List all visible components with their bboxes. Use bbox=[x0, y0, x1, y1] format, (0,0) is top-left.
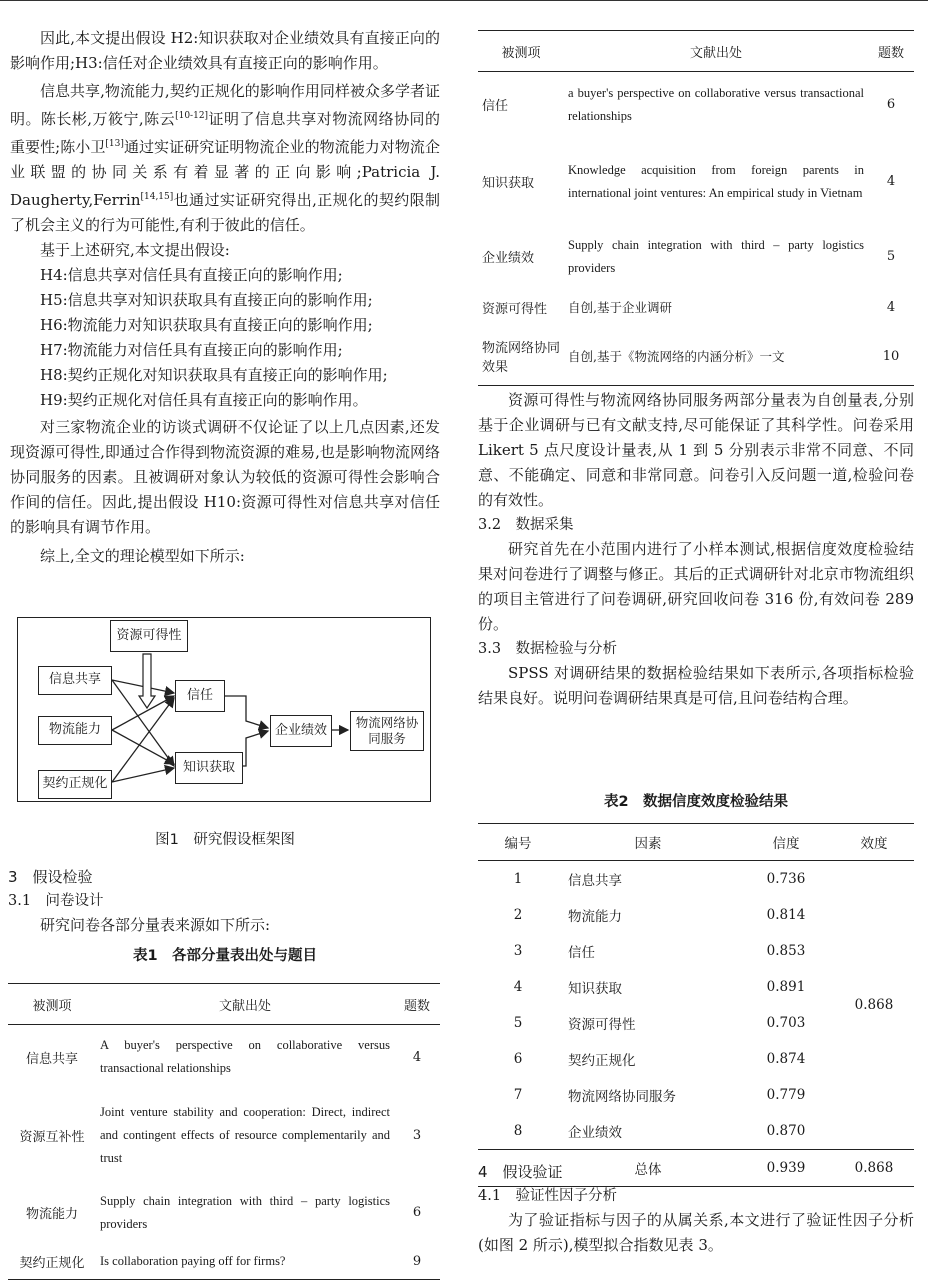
table-cell: 信息共享 bbox=[568, 873, 622, 889]
section4 bbox=[478, 1160, 914, 1258]
table-cell: 0.870 bbox=[766, 1123, 806, 1139]
table-header-row bbox=[478, 31, 914, 72]
hypothesis: H8:契约正规化对知识获取具有直接正向的影响作用; bbox=[40, 366, 388, 384]
citation: [10-12] bbox=[175, 111, 209, 121]
table-cell: 4 bbox=[886, 174, 896, 189]
contract-formalization-box: 契约正规化 bbox=[38, 770, 112, 799]
table-cell: 3 bbox=[412, 1128, 422, 1143]
table-cell: 企业绩效 bbox=[482, 251, 535, 266]
table-cell: 物流能力 bbox=[568, 909, 622, 925]
table-cell: a buyer's perspective on collaborative versus transactional relationships bbox=[568, 85, 864, 123]
column-header: 文献出处 bbox=[218, 998, 271, 1014]
table-cell: 8 bbox=[513, 1123, 523, 1139]
paragraph: 基于上述研究,本文提出假设: bbox=[40, 241, 230, 259]
left-column bbox=[10, 26, 440, 569]
paragraph: 综上,全文的理论模型如下所示: bbox=[40, 547, 245, 565]
table-cell: 2 bbox=[513, 907, 523, 923]
paragraph: 资源可得性与物流网络协同服务两部分量表为自创量表,分别基于企业调研与已有文献支持,尽可能保证了其科学性。问卷采用 Likert 5 点尺度设计量表,从 1 到 5 分别表示非常不同意、不同意、不能确定、同意和非常同意。问卷引入反问题一道,检验问卷的有效性。 bbox=[478, 391, 914, 509]
table-row bbox=[8, 1025, 440, 1090]
table-cell: Knowledge acquisition from foreign parents in international joint ventures: An empirical study in Vietnam bbox=[568, 162, 864, 200]
column-header: 编号 bbox=[504, 836, 532, 852]
table-cell: Is collaboration paying off for firms? bbox=[100, 1253, 286, 1268]
table-cell: 5 bbox=[513, 1015, 523, 1031]
table-row bbox=[478, 288, 914, 328]
table-caption: 表2 数据信度效度检验结果 bbox=[603, 794, 789, 810]
column-header: 题数 bbox=[403, 998, 430, 1014]
table-cell: 自创,基于《物流网络的内涵分析》一文 bbox=[568, 348, 785, 364]
column-header: 被测项 bbox=[32, 998, 72, 1014]
table-cell: 0.736 bbox=[766, 871, 806, 887]
paragraph: 因此,本文提出假设 H2:知识获取对企业绩效具有直接正向的影响作用;H3:信任对企业绩效具有直接正向的影响作用。 bbox=[10, 29, 440, 72]
hypothesis: H9:契约正规化对信任具有直接正向的影响作用。 bbox=[40, 391, 368, 409]
validity-cell: 0.868 bbox=[854, 997, 894, 1013]
paragraph: 信息共享,物流能力,契约正规化的影响作用同样被众多学者证明。陈长彬,万筱宁,陈云[10-12]证明了信息共享对物流网络协同的重要性;陈小卫[13]通过实证研究证明物流企业的物流能力对物流企业联盟的协同关系有着显著的正向影响;Patricia J. Daugherty,Ferrin[14,15]也通过实证研究得出,正规化的契约限制了机会主义的行为可能性,有利于彼此的信任。 bbox=[10, 82, 440, 234]
hypothesis: H7:物流能力对信任具有直接正向的影响作用; bbox=[40, 341, 343, 359]
figure-caption: 图1 研究假设框架图 bbox=[155, 832, 295, 848]
table-cell: 0.814 bbox=[766, 907, 806, 923]
table-cell: 5 bbox=[886, 249, 896, 264]
header-rule bbox=[0, 0, 928, 1]
table-cell: 0.891 bbox=[766, 979, 806, 995]
column-header: 因素 bbox=[634, 836, 662, 852]
table1-part2 bbox=[478, 30, 914, 386]
table-cell: 资源互补性 bbox=[19, 1130, 85, 1145]
subsection-heading: 3.1 问卷设计 bbox=[8, 893, 104, 909]
table-cell: 信息共享 bbox=[25, 1051, 78, 1067]
table-cell: 4 bbox=[513, 979, 523, 995]
table-cell: 企业绩效 bbox=[568, 1125, 622, 1141]
section-heading: 4 假设验证 bbox=[478, 1163, 563, 1181]
table-row bbox=[478, 138, 914, 226]
paragraph: SPSS 对调研结果的数据检验结果如下表所示,各项指标检验结果良好。说明问卷调研结果真是可信,且问卷结构合理。 bbox=[478, 664, 914, 707]
column-header: 被测项 bbox=[501, 45, 541, 61]
column-header: 文献出处 bbox=[689, 45, 742, 61]
table-cell: 物流能力 bbox=[25, 1207, 78, 1222]
scale-source-table bbox=[8, 983, 440, 1280]
table-cell: 0.779 bbox=[766, 1087, 806, 1103]
table-cell: 10 bbox=[882, 348, 900, 364]
citation: [14,15] bbox=[140, 192, 174, 202]
table-cell: 0.939 bbox=[738, 1150, 834, 1187]
table-cell: 1 bbox=[513, 871, 523, 887]
hypothesis: H6:物流能力对知识获取具有直接正向的影响作用; bbox=[40, 316, 373, 334]
table-cell: 7 bbox=[513, 1087, 523, 1103]
logistics-capability-box: 物流能力 bbox=[38, 716, 112, 745]
reliability-validity-table bbox=[478, 823, 914, 1187]
column-header: 效度 bbox=[860, 836, 888, 852]
table-cell: 知识获取 bbox=[568, 981, 622, 997]
table-row bbox=[478, 861, 914, 898]
hypothesis: H5:信息共享对知识获取具有直接正向的影响作用; bbox=[40, 291, 373, 309]
table-row bbox=[478, 328, 914, 386]
table-row bbox=[478, 72, 914, 138]
paragraph: 研究问卷各部分量表来源如下所示: bbox=[40, 916, 271, 934]
table-cell: 6 bbox=[412, 1205, 422, 1220]
table-cell: A buyer's perspective on collaborative versus transactional relationships bbox=[100, 1038, 390, 1076]
subsection-heading: 4.1 验证性因子分析 bbox=[478, 1188, 618, 1204]
column-header: 信度 bbox=[772, 836, 800, 852]
paragraph: 研究首先在小范围内进行了小样本测试,根据信度效度检验结果对问卷进行了调整与修正。其后的正式调研针对北京市物流组织的项目主管进行了问卷调研,研究回收问卷 316 份,有效问卷 289 份。 bbox=[478, 540, 914, 633]
table-cell: 知识获取 bbox=[482, 176, 535, 191]
info-share-box: 信息共享 bbox=[38, 666, 112, 695]
subsection-heading: 3.3 数据检验与分析 bbox=[478, 641, 618, 657]
table-cell: 0.868 bbox=[834, 1150, 914, 1187]
hypothesis: H4:信息共享对信任具有直接正向的影响作用; bbox=[40, 266, 343, 284]
table-cell: 资源可得性 bbox=[568, 1017, 636, 1033]
table-cell: 信任 bbox=[482, 99, 509, 115]
firm-performance-box: 企业绩效 bbox=[270, 715, 332, 747]
table-cell: 总体 bbox=[558, 1150, 738, 1187]
section-heading: 3 假设检验 bbox=[8, 868, 93, 886]
table-cell: 0.853 bbox=[766, 943, 806, 959]
table-cell: 6 bbox=[886, 97, 896, 113]
citation: [13] bbox=[105, 139, 124, 149]
resource-availability-box: 资源可得性 bbox=[110, 620, 188, 652]
network-coordination-box: 物流网络协同服务 bbox=[350, 711, 424, 751]
table-row bbox=[478, 226, 914, 288]
table-cell: 3 bbox=[513, 943, 523, 959]
research-framework-figure bbox=[17, 617, 431, 802]
table-cell: Supply chain integration with third – party logistics providers bbox=[100, 1193, 390, 1231]
table-cell: 自创,基于企业调研 bbox=[568, 300, 672, 315]
scale-source-table-continued bbox=[478, 30, 914, 386]
left-column-lower bbox=[10, 828, 440, 969]
table-header-row bbox=[478, 824, 914, 861]
table-cell: 契约正规化 bbox=[568, 1053, 636, 1069]
table-cell: Supply chain integration with third – party logistics providers bbox=[568, 237, 864, 275]
column-header: 题数 bbox=[877, 45, 904, 61]
table-cell: 9 bbox=[412, 1253, 422, 1269]
subsection-heading: 3.2 数据采集 bbox=[478, 517, 574, 533]
table-cell: 4 bbox=[412, 1049, 422, 1065]
table-cell: 信任 bbox=[568, 945, 595, 961]
knowledge-acquisition-box: 知识获取 bbox=[175, 752, 243, 784]
paragraph: 为了验证指标与因子的从属关系,本文进行了验证性因子分析(如图 2 所示),模型拟合指数见表 3。 bbox=[478, 1211, 914, 1254]
trust-box: 信任 bbox=[175, 680, 225, 712]
paragraph: 对三家物流企业的访谈式调研不仅论证了以上几点因素,还发现资源可得性,即通过合作得到物流资源的难易,也是影响物流网络协同服务的因素。且被调研对象认为较低的资源可得性会影响合作间的信任。因此,提出假设 H10:资源可得性对信息共享对信任的影响具有调节作用。 bbox=[10, 418, 440, 536]
table-cell: 物流网络协同效果 bbox=[482, 341, 561, 376]
table-cell: 物流网络协同服务 bbox=[568, 1089, 676, 1105]
table-cell: 0.874 bbox=[766, 1051, 806, 1067]
table-cell: 6 bbox=[513, 1051, 523, 1067]
table-cell: 资源可得性 bbox=[482, 302, 548, 317]
table-header-row bbox=[8, 984, 440, 1025]
table-cell: 契约正规化 bbox=[19, 1255, 85, 1271]
table-row bbox=[8, 1182, 440, 1244]
table2-block bbox=[478, 790, 914, 1187]
table-cell: 0.703 bbox=[766, 1015, 806, 1031]
table-cell: Joint venture stability and cooperation: Direct, indirect and contingent effects of resource complementarily and trust bbox=[100, 1105, 390, 1165]
table-caption: 表1 各部分量表出处与题目 bbox=[132, 948, 318, 964]
table-row bbox=[8, 1090, 440, 1182]
right-column-text bbox=[478, 388, 914, 711]
table-cell: 4 bbox=[886, 300, 896, 315]
table1-part1 bbox=[8, 983, 440, 1280]
table-row bbox=[8, 1244, 440, 1280]
